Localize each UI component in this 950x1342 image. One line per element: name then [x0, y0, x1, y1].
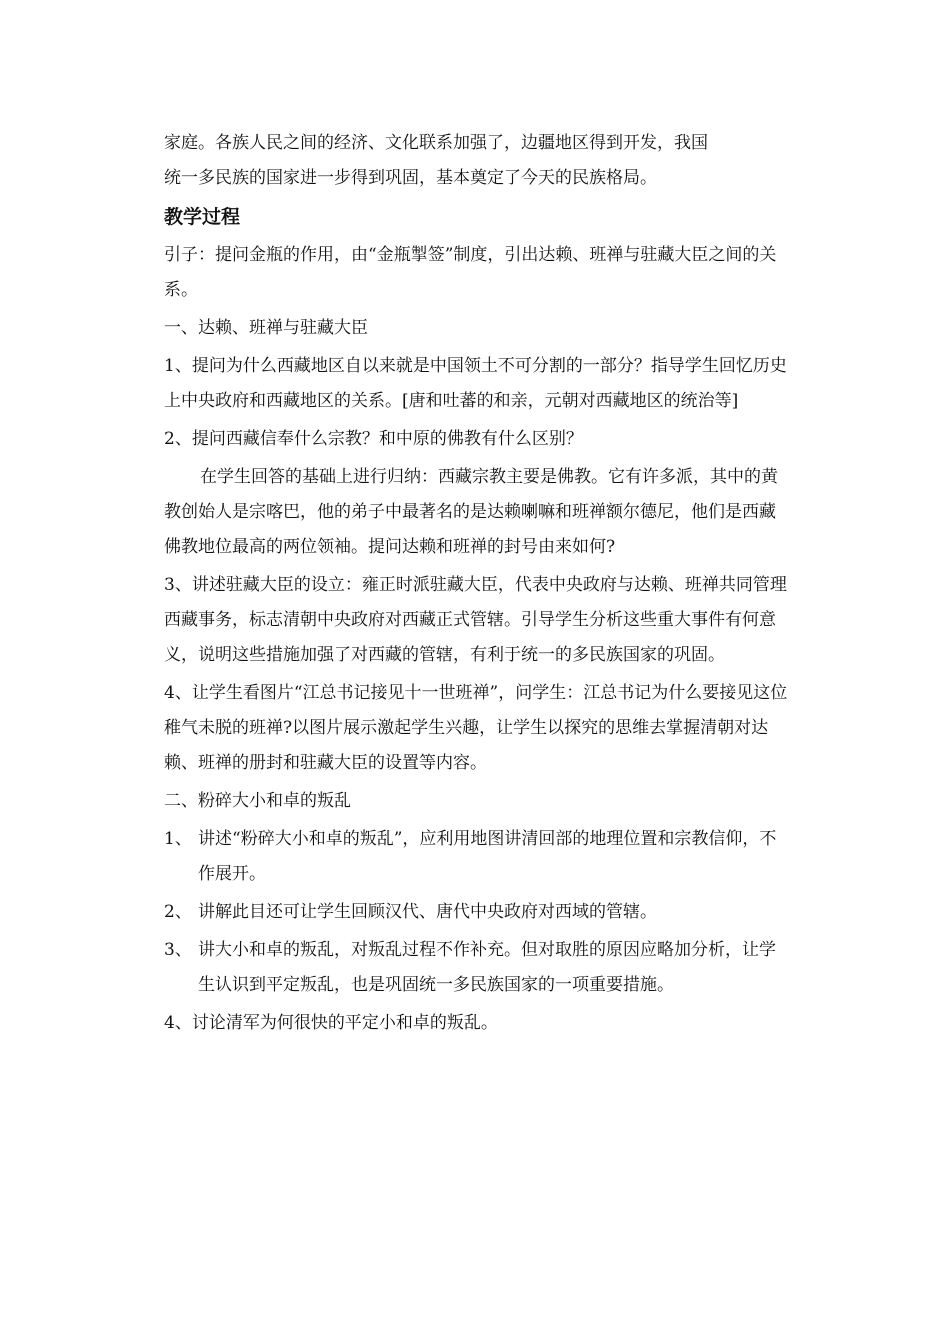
list-text: 讲述“粉碎大小和卓的叛乱”，应利用地图讲清回部的地理位置和宗教信仰，不作展开。 [198, 829, 777, 884]
section1-item-4: 4、让学生看图片“江总书记接见十一世班禅”，问学生：江总书记为什么要接见这位稚气未脱的班禅?以图片展示激起学生兴趣，让学生以探究的思维去掌握清朝对达赖、班禅的册封和驻藏大臣的设置等内容。 [164, 683, 788, 773]
section1-item-2: 2、提问西藏信奉什么宗教？和中原的佛教有什么区别？ [164, 429, 583, 449]
section1-item-1: 1、提问为什么西藏地区自以来就是中国领土不可分割的一部分？指导学生回忆历史上中央政府和西藏地区的关系。[唐和吐蕃的和亲，元朝对西藏地区的统治等] [164, 356, 787, 411]
section2-list-item-2 [164, 895, 790, 930]
list-number: 1、 [164, 829, 192, 849]
section2-item-4: 4、讨论清军为何很快的平定小和卓的叛乱。 [164, 1013, 498, 1033]
document-page [164, 126, 790, 1044]
list-number: 2、 [164, 902, 192, 922]
list-text: 讲解此目还可让学生回顾汉代、唐代中央政府对西域的管辖。 [198, 902, 657, 922]
section2-title: 二、粉碎大小和卓的叛乱 [164, 791, 351, 811]
section1-item-3: 3、讲述驻藏大臣的设立：雍正时派驻藏大臣，代表中央政府与达赖、班禅共同管理西藏事务，标志清朝中央政府对西藏正式管辖。引导学生分析这些重大事件有何意义，说明这些措施加强了对西藏的管辖，有利于统一的多民族国家的巩固。 [164, 575, 787, 665]
section1-title: 一、达赖、班禅与驻藏大臣 [164, 318, 368, 338]
list-text: 讲大小和卓的叛乱，对叛乱过程不作补充。但对取胜的原因应略加分析，让学生认识到平定叛乱，也是巩固统一多民族国家的一项重要措施。 [198, 940, 776, 995]
intro-line-1: 家庭。各族人民之间的经济、文化联系加强了，边疆地区得到开发，我国 [164, 133, 708, 153]
section-heading: 教学过程 [164, 206, 241, 228]
lead-in-paragraph: 引子：提问金瓶的作用，由“金瓶掣签”制度，引出达赖、班禅与驻藏大臣之间的关系。 [164, 245, 777, 300]
section2-list-item-3 [164, 933, 790, 1003]
section1-item-2-detail: 在学生回答的基础上进行归纳：西藏宗教主要是佛教。它有许多派，其中的黄教创始人是宗喀巴，他的弟子中最著名的是达赖喇嘛和班禅额尔德尼，他们是西藏佛教地位最高的两位领袖。提问达赖和班禅的封号由来如何? [164, 467, 778, 557]
list-number: 3、 [164, 940, 192, 960]
intro-line-2: 统一多民族的国家进一步得到巩固，基本奠定了今天的民族格局。 [164, 168, 657, 188]
section2-list-item-1 [164, 822, 790, 892]
